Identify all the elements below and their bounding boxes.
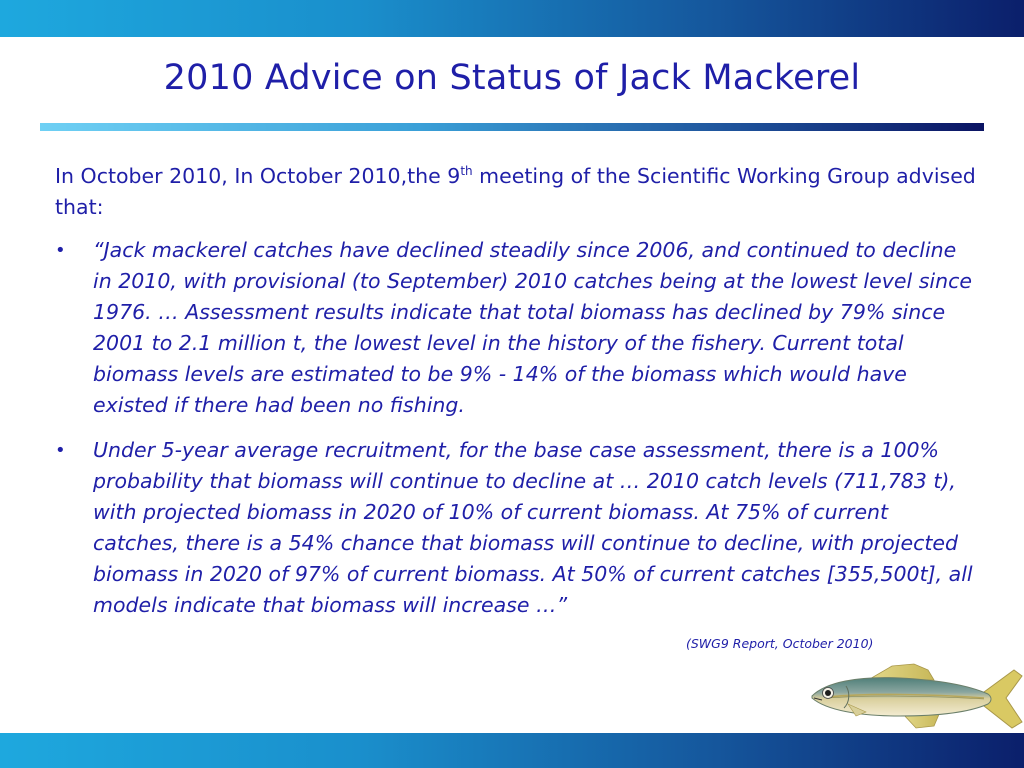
bullet-text: Under 5-year average recruitment, for the base case assessment, there is a 100% probability that biomass will continue to decline at … 2010 catch levels (711,783 t), with projected biomass in 2020 of 10% of current biomass. At 75% of current catches, there is a 54% chance that biomass will continue to decline, with projected biomass in 2020 of 97% of current biomass. At 50% of current catches [355,500t], all models indicate that biomass will increase …” xyxy=(93,438,973,617)
bullet-item xyxy=(55,235,980,421)
citation: (SWG9 Report, October 2010) xyxy=(686,636,874,651)
intro-paragraph xyxy=(55,161,980,223)
bottom-gradient-band xyxy=(0,733,1024,768)
bullet-text: “Jack mackerel catches have declined steadily since 2006, and continued to decline in 2010, with provisional (to September) 2010 catches being at the lowest level since 1976. … Assessment results indicate that total biomass has declined by 79% since 2001 to 2.1 million t, the lowest level in the history of the fishery. Current total biomass levels are estimated to be 9% - 14% of the biomass which would have existed if there had been no fishing. xyxy=(93,238,972,417)
slide-title: 2010 Advice on Status of Jack Mackerel xyxy=(163,58,861,98)
intro-text-end: meeting of the Scientific Working Group advised that: xyxy=(55,164,976,219)
intro-text-start: In October 2010, In October 2010,the 9 xyxy=(55,164,461,188)
title-underline-rule xyxy=(40,123,984,131)
bullet-item xyxy=(55,435,980,621)
intro-superscript: th xyxy=(460,164,473,178)
jack-mackerel-fish-image xyxy=(808,658,1024,742)
bullet-marker: • xyxy=(55,240,66,261)
top-gradient-band xyxy=(0,0,1024,37)
slide-body xyxy=(55,161,980,635)
bullet-marker: • xyxy=(55,440,66,461)
